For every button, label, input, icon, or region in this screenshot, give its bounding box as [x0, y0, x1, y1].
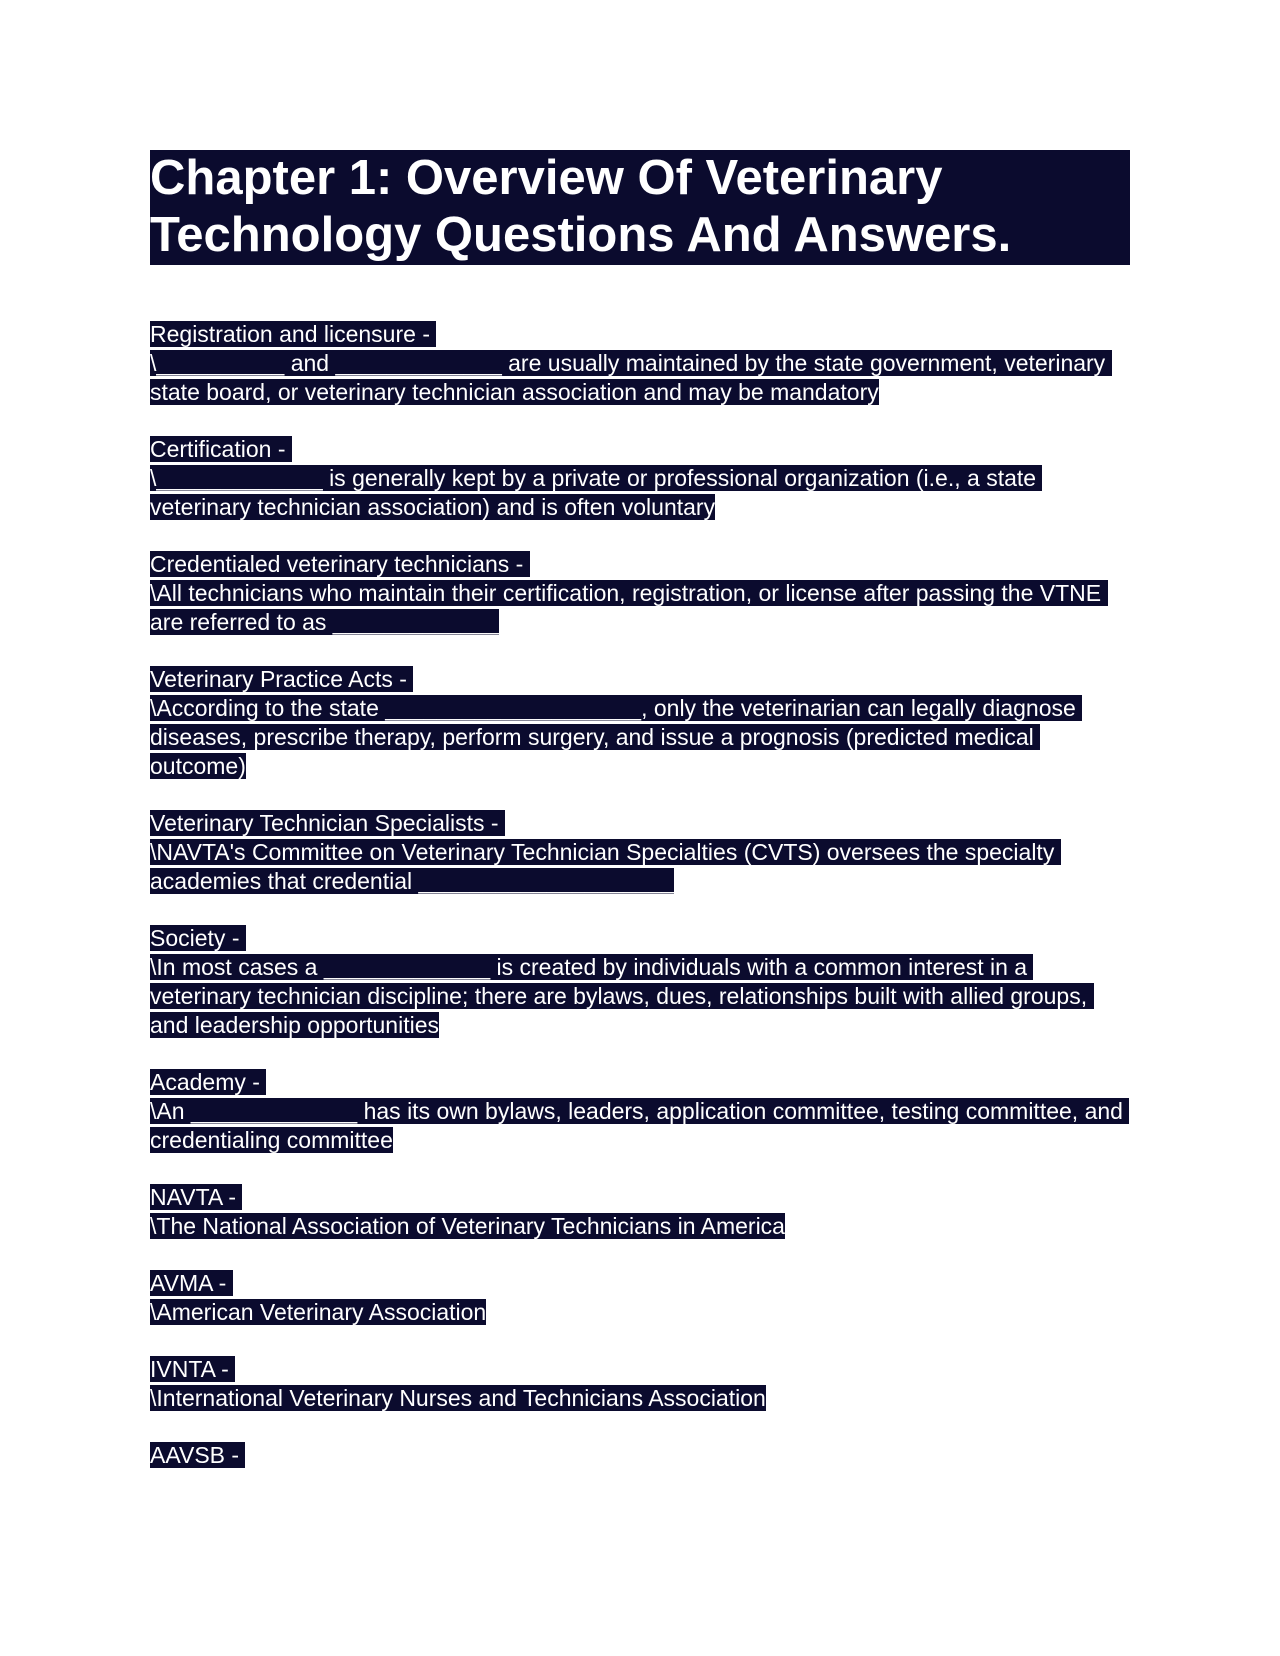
- entry-registration: [150, 320, 1130, 407]
- entry-definition: \NAVTA's Committee on Veterinary Technician Specialties (CVTS) oversees the specialty academies that credential ____________________: [150, 839, 1061, 894]
- entry-term: AAVSB -: [150, 1442, 246, 1468]
- entry-term: AVMA -: [150, 1270, 233, 1296]
- entry-definition: \All technicians who maintain their certification, registration, or license after passing the VTNE are referred to as _____________: [150, 580, 1108, 635]
- document-page: [150, 150, 1130, 1498]
- entry-term: Veterinary Technician Specialists -: [150, 810, 505, 836]
- entry-definition: \International Veterinary Nurses and Technicians Association: [150, 1385, 766, 1411]
- entry-definition: \American Veterinary Association: [150, 1299, 487, 1325]
- entry-term: IVNTA -: [150, 1356, 236, 1382]
- entry-aavsb: [150, 1441, 1130, 1470]
- entry-term: Academy -: [150, 1069, 267, 1095]
- entry-navta: [150, 1183, 1130, 1241]
- entry-definition: \_____________ is generally kept by a private or professional organization (i.e., a state veterinary technician association) and is often voluntary: [150, 465, 1043, 520]
- entry-credentialed: [150, 550, 1130, 637]
- entry-society: [150, 924, 1130, 1040]
- entry-practice-acts: [150, 665, 1130, 781]
- entry-definition: \An _____________ has its own bylaws, leaders, application committee, testing committee, and credentialing committee: [150, 1098, 1130, 1153]
- entry-definition: \The National Association of Veterinary Technicians in America: [150, 1213, 785, 1239]
- entry-definition: \According to the state ____________________, only the veterinarian can legally diagnose diseases, prescribe therapy, perform surgery, and issue a prognosis (predicted medical outcome): [150, 695, 1083, 779]
- entry-term: Registration and licensure -: [150, 321, 437, 347]
- entry-ivnta: [150, 1355, 1130, 1413]
- entry-list: [150, 320, 1130, 1470]
- entry-certification: [150, 435, 1130, 522]
- entry-academy: [150, 1068, 1130, 1155]
- entry-definition: \__________ and _____________ are usually maintained by the state government, veterinary state board, or veterinary technician association and may be mandatory: [150, 350, 1112, 405]
- entry-avma: [150, 1269, 1130, 1327]
- entry-term: Credentialed veterinary technicians -: [150, 551, 530, 577]
- entry-definition: \In most cases a _____________ is created by individuals with a common interest in a veterinary technician discipline; there are bylaws, dues, relationships built with allied groups, and leadership opportunities: [150, 954, 1094, 1038]
- entry-term: Certification -: [150, 436, 292, 462]
- entry-specialists: [150, 809, 1130, 896]
- entry-term: NAVTA -: [150, 1184, 243, 1210]
- entry-term: Veterinary Practice Acts -: [150, 666, 414, 692]
- document-title: Chapter 1: Overview Of Veterinary Technology Questions And Answers.: [150, 150, 1130, 265]
- entry-term: Society -: [150, 925, 246, 951]
